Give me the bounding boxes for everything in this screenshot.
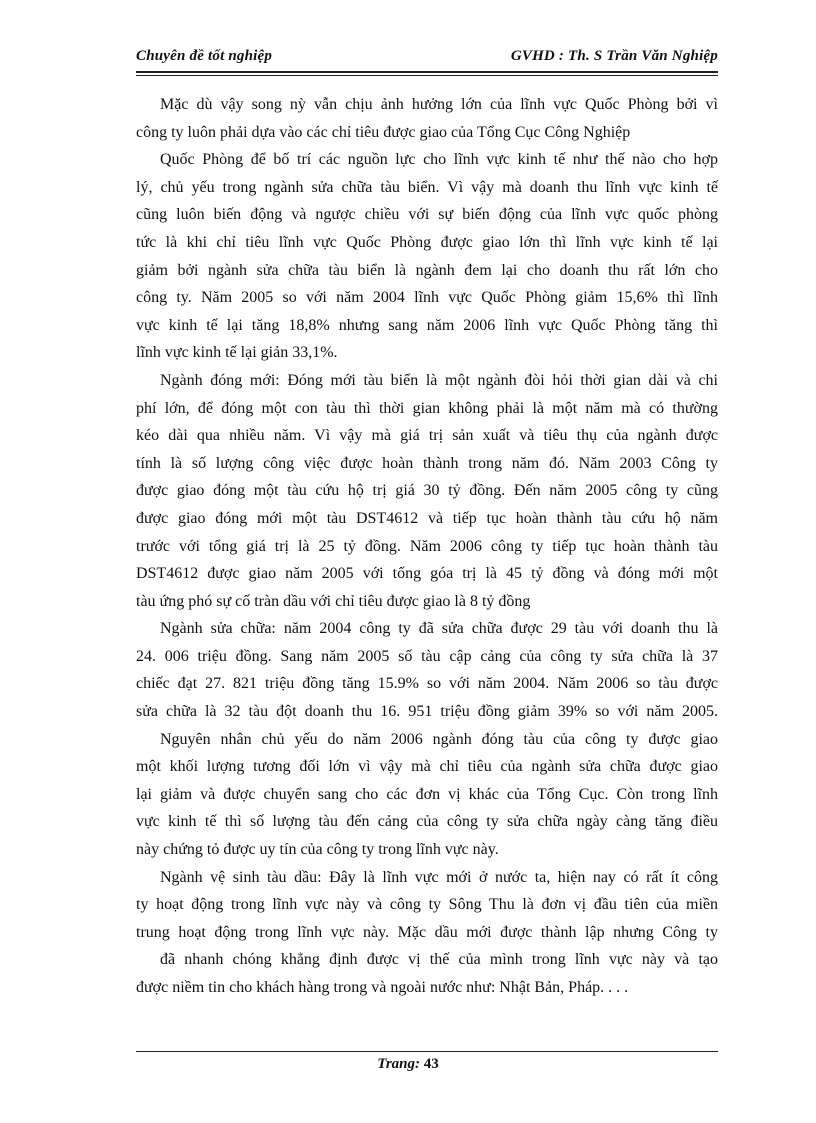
document-title: Chuyên đề tốt nghiệp <box>136 48 273 64</box>
text-line: trước với tổng giá trị là 25 tỷ đồng. Năm 2006 công ty tiếp tục hoàn thành tàu <box>136 537 718 555</box>
text-line: lĩnh vực kinh tế lại giản 33,1%. <box>136 344 338 362</box>
text-line: được giao đóng mới một tàu DST4612 và tiếp tục hoàn thành tàu cứu hộ năm <box>136 509 718 527</box>
page-footer <box>0 1056 816 1073</box>
page-number: 43 <box>423 1056 439 1072</box>
text-line: 24. 006 triệu đồng. Sang năm 2005 số tàu cập cảng của công ty sửa chữa là 37 <box>136 647 718 665</box>
text-line: tính là số lượng công việc được hoàn thành trong năm đó. Năm 2003 Công ty <box>136 454 718 472</box>
text-line: kéo dài qua nhiều năm. Vì vậy mà giá trị sản xuất và tiêu thụ của ngành được <box>136 427 718 445</box>
text-line: tức là khi chỉ tiêu lĩnh vực Quốc Phòng được giao lớn thì lĩnh vực kinh tế lại <box>136 233 718 251</box>
page-header <box>136 48 718 72</box>
text-line: Ngành sửa chữa: năm 2004 công ty đã sửa chữa được 29 tàu với doanh thu là <box>160 620 718 638</box>
text-line: Mặc dù vậy song nỳ vẫn chịu ảnh hưởng lớn của lĩnh vực Quốc Phòng bởi vì <box>160 96 718 113</box>
text-line: vực kinh tế lại tăng 18,8% nhưng sang năm 2006 lĩnh vực Quốc Phòng tăng thì <box>136 316 718 334</box>
advisor-name: GVHD : Th. S Trần Văn Nghiệp <box>510 48 718 64</box>
text-line: được giao đóng một tàu cứu hộ trị giá 30 tỷ đồng. Đến năm 2005 công ty cũng <box>136 482 718 500</box>
header-rule-thick <box>136 71 718 73</box>
text-line: Nguyên nhân chủ yếu do năm 2006 ngành đóng tàu của công ty được giao <box>160 730 718 748</box>
text-line: tàu ứng phó sự cố tràn dầu với chỉ tiêu được giao là 8 tỷ đồng <box>136 592 531 610</box>
text-line: Ngành vệ sinh tàu dầu: Đây là lĩnh vực mới ở nước ta, hiện nay có rất ít công <box>160 868 718 886</box>
text-line: chiếc đạt 27. 821 triệu đồng tăng 15.9% so với năm 2004. Năm 2006 so tàu được <box>136 675 718 693</box>
text-line: công ty. Năm 2005 so với năm 2004 lĩnh vực Quốc Phòng giảm 15,6% thì lĩnh <box>136 289 718 307</box>
page-label: Trang: <box>377 1056 421 1072</box>
text-line: DST4612 được giao năm 2005 với tổng góa trị là 45 tỷ đồng và đóng mới một <box>136 565 718 583</box>
text-line: cũng luôn biến động và ngược chiều với sự biến động của lĩnh vực quốc phòng <box>136 206 718 224</box>
text-line: được niềm tin cho khách hàng trong và ngoài nước như: Nhật Bản, Pháp. . . . <box>136 979 629 996</box>
text-line: đã nhanh chóng khẳng định được vị thế của mình trong lĩnh vực này và tạo <box>160 951 718 969</box>
text-line: một khối lượng tương đối lớn vì vậy mà chỉ tiêu của ngành sửa chữa được giao <box>136 758 718 776</box>
text-line: công ty luôn phải dựa vào các chỉ tiêu được giao của Tổng Cục Công Nghiệp <box>136 123 631 141</box>
text-line: lại giảm và được chuyển sang cho các đơn vị khác của Tổng Cục. Còn trong lĩnh <box>136 785 718 803</box>
footer-rule <box>136 1051 718 1052</box>
text-line: này chứng tỏ được uy tín của công ty trong lĩnh vực này. <box>136 841 499 859</box>
text-line: Quốc Phòng để bố trí các nguồn lực cho lĩnh vực kinh tế như thế nào cho hợp <box>160 151 718 169</box>
header-rule-thin <box>136 75 718 76</box>
text-line: ty hoạt động trong lĩnh vực này và công ty Sông Thu là đơn vị đầu tiên của miền <box>136 896 718 914</box>
document-body <box>136 91 718 1002</box>
text-line: sửa chữa là 32 tàu đột doanh thu 16. 951 triệu đồng giảm 39% so với năm 2005. <box>136 703 718 721</box>
text-line: vực kinh tế thì số lượng tàu đến cảng của công ty sửa chữa ngày càng tăng điều <box>136 813 718 831</box>
text-line: lý, chủ yếu trong ngành sửa chữa tàu biển. Vì vậy mà doanh thu lĩnh vực kinh tế <box>136 178 718 196</box>
text-line: trung hoạt động trong lĩnh vực này. Mặc dầu mới được thành lập nhưng Công ty <box>136 923 718 941</box>
text-line: giảm bởi ngành sửa chữa tàu biển là ngành đem lại cho doanh thu rất lớn cho <box>136 261 718 279</box>
text-line: Ngành đóng mới: Đóng mới tàu biển là một ngành đòi hỏi thời gian dài và chi <box>160 371 718 389</box>
text-line: phí lớn, để đóng một con tàu thì thời gian không phải là một năm mà có thường <box>136 399 718 417</box>
